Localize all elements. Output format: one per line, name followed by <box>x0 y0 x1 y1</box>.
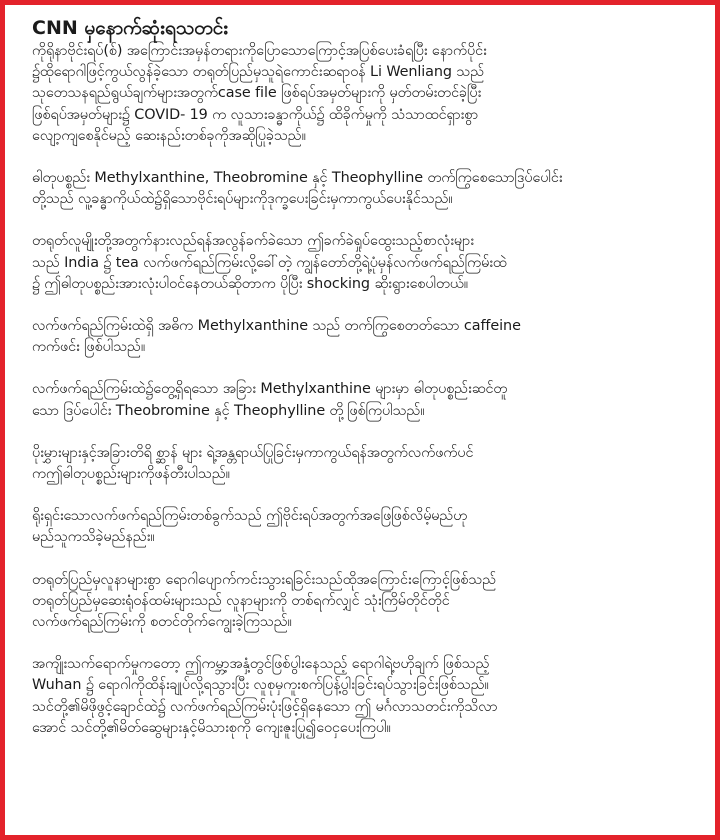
text-line: ရိုးရှင်းသောလက်ဖက်ရည်ကြမ်းတစ်ခွက်သည် ဤဗိုင်းရပ်အတွက်အဖြေဖြစ်လိမ့်မည်ဟု <box>32 508 468 525</box>
text-line: မည်သူကသိခဲ့မည်နည်း။ <box>32 529 155 546</box>
text-line: သုတေသနရည်ရွယ်ချက်များအတွက်case file ဖြစ်ရပ်အမှတ်များကို မှတ်တမ်းတင်ခဲ့ပြီး <box>32 85 482 102</box>
text-line: သင်တို့၏မိဖိုဖွင့်ချောင်ထဲ၌ လက်ဖက်ရည်ကြမ်းပုံးဖြင့်ရှိနေသော ဤ မင်္ဂလာသတင်းကိုသိလာ <box>32 698 498 715</box>
text-line: ဖြစ်ရပ်အမှတ်များ၌ COVID- 19 က လူသားခန္ဓာကိုယ်၌ ထိခိုက်မှုကို သံသာထင်ရှားစွာ <box>32 106 479 123</box>
paragraph <box>32 570 700 634</box>
text-line: အောင် သင်တို့၏မိတ်ဆွေများနှင့်မိသားစုကို ကျေးဇူးပြု၍ဝေငှပေးကြပါ။ <box>32 719 391 736</box>
paragraph <box>32 654 700 739</box>
text-line: တရုတ်ပြည်မှလူနာများစွာ ရောဂါပျောက်ကင်းသွားရခြင်းသည်ထိုအကြောင်းကြောင့်ဖြစ်သည် <box>32 571 497 588</box>
text-line: ၌ထိုရောဂါဖြင့်ကွယ်လွန်ခဲ့သော တရုတ်ပြည်မှသူရဲကောင်းဆရာဝန် Li Wenliang သည် <box>32 64 485 81</box>
text-line: အကျိုးသက်ရောက်မှုကတော့ ဤကမ္ဘာ့အနှံ့တွင်ဖြစ်ပွါးနေသည့် ရောဂါရဲ့ဗဟိုချက် ဖြစ်သည့် <box>32 656 490 673</box>
text-line: တရုတ်ပြည်မှဆေးရုံဝန်ထမ်းများသည် လူနာများကို တစ်ရက်လျှင် သုံးကြိမ်တိုင်တိုင် <box>32 592 450 609</box>
text-line: တို့သည် လူ့ခန္ဓာကိုယ်ထဲ၌ရှိသောဗိုင်းရပ်များကိုဒုက္ခပေးခြင်းမှကာကွယ်ပေးနိုင်သည်။ <box>32 191 453 208</box>
paragraph <box>32 168 700 210</box>
paragraph <box>32 41 700 147</box>
text-line: ဓါတုပစ္စည်း Methylxanthine, Theobromine နှင့် Theophylline တက်ကြွစေသောဒြပ်ပေါင်း <box>32 170 563 187</box>
paragraph <box>32 506 700 548</box>
article-title: CNN မှနောက်ဆုံးရသတင်း <box>32 17 229 39</box>
paragraph <box>32 316 700 358</box>
text-line: ကက်ဖင်း ဖြစ်ပါသည်။ <box>32 339 146 356</box>
text-line: လက်ဖက်ရည်ကြမ်းထဲ၌တွေ့ရှိရသော အခြား Methylxanthine များမှာ ဓါတုပစ္စည်းဆင်တူ <box>32 381 508 398</box>
text-line: ပိုးမွှားများနှင့်အခြားတိရိ စ္ဆာန် များ ရဲ့အန္တရာယ်ပြုခြင်းမှကာကွယ်ရန်အတွက်လက်ဖက်ပင် <box>32 444 474 461</box>
text-line: သော ဒြပ်ပေါင်း Theobromine နှင့် Theophylline တို့ဖြစ်ကြပါသည်။ <box>32 402 425 419</box>
text-line: လျော့ကျစေနိုင်မည့် ဆေးနည်းတစ်ခုကိုအဆိုပြုခဲ့သည်။ <box>32 127 306 144</box>
text-line: ကဤဓါတုပစ္စည်းများကိုဖန်တီးပါသည်။ <box>32 466 230 483</box>
text-line: ကိုရိုနာဗိုင်းရပ်(စ်) အကြောင်းအမှန်တရားကိုပြောသောကြောင့်အပြစ်ပေးခံရပြီး နောက်ပိုင်း <box>32 43 487 59</box>
article-body <box>32 41 700 739</box>
text-line: သည် India ၌ tea လက်ဖက်ရည်ကြမ်းလို့ခေါ်တဲ့ ကျွန်တော်တို့ရဲ့ပုံမှန်လက်ဖက်ရည်ကြမ်းထဲ <box>32 254 507 271</box>
text-line: Wuhan ၌ ရောဂါကိုထိန်းချုပ်လို့ရသွားပြီး လူစုမှကူးစက်ပြန့်ပွါးခြင်းရပ်သွားခြင်းဖြစ်သည်။ <box>32 677 489 694</box>
text-line: တရုတ်လူမျိုးတို့အတွက်နားလည်ရန်အလွန်ခက်ခဲသော ဤခက်ခဲရှုပ်ထွေးသည့်စာလုံးများ <box>32 233 474 250</box>
text-line: လက်ဖက်ရည်ကြမ်းကို စတင်တိုက်ကျွေးခဲ့ကြသည်။ <box>32 614 292 631</box>
paragraph <box>32 443 700 485</box>
text-line: လက်ဖက်ရည်ကြမ်းထဲရှိ အဓိက Methylxanthine သည် တက်ကြွစေတတ်သော caffeine <box>32 318 521 335</box>
paragraph <box>32 231 700 295</box>
article <box>32 17 700 760</box>
text-line: ၌ ဤဓါတုပစ္စည်းအားလုံးပါဝင်နေတယ်ဆိုတာက ပိုပြီး shocking ဆိုးရွားစေပါတယ်။ <box>32 275 469 292</box>
paragraph <box>32 379 700 421</box>
